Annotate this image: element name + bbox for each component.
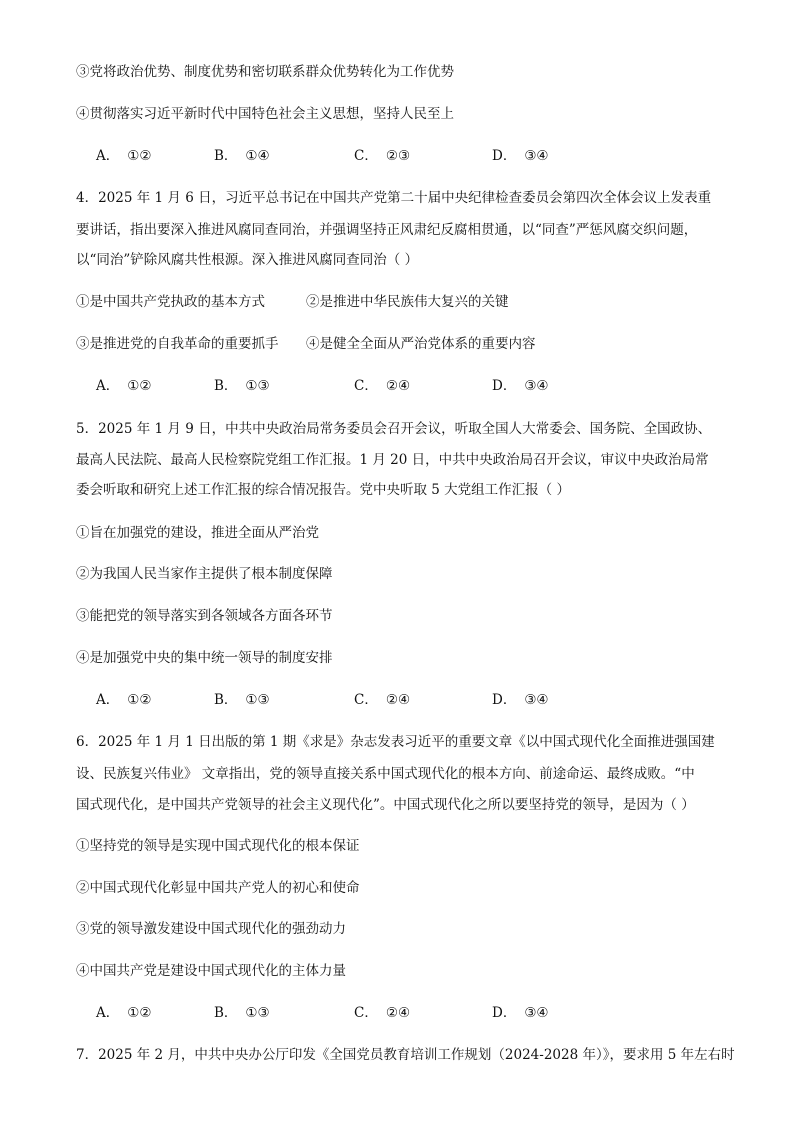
- q4-options: [96, 377, 696, 395]
- q4-statements-row-1: [76, 293, 736, 311]
- q4-option-a: A． ①②: [96, 378, 152, 394]
- q5-statement-2: ②为我国人民当家作主提供了根本制度保障: [76, 566, 333, 582]
- q6-statement-1: ①坚持党的领导是实现中国式现代化的根本保证: [76, 838, 360, 854]
- q3-option-b: B． ①④: [214, 148, 270, 164]
- q6-options: [96, 1004, 696, 1022]
- q5-stem-line-3: 委会听取和研究上述工作汇报的综合情况报告。党中央听取 5 大党组工作汇报（ ）: [76, 482, 570, 498]
- q7-stem-line-1: 7．2025 年 2 月，中共中央办公厅印发《全国党员教育培训工作规划（2024-2028 年）》，要求用 5 年左右时: [76, 1047, 735, 1063]
- q4-option-b: B． ①③: [214, 378, 270, 394]
- q5-stem-line-2: 最高人民法院、最高人民检察院党组工作汇报。1 月 20 日，中共中央政治局召开会议，审议中央政治局常: [76, 452, 709, 468]
- q3-statement-3: ③党将政治优势、制度优势和密切联系群众优势转化为工作优势: [76, 64, 454, 80]
- q6-statement-4: ④中国共产党是建设中国式现代化的主体力量: [76, 963, 346, 979]
- q3-option-d: D． ③④: [492, 148, 549, 164]
- q6-stem-line-2: 设、民族复兴伟业》 文章指出，党的领导直接关系中国式现代化的根本方向、前途命运、最终成败。“中: [76, 766, 695, 782]
- q6-option-a: A． ①②: [96, 1005, 152, 1021]
- q4-option-c: C． ②④: [354, 378, 411, 394]
- q6-option-c: C． ②④: [354, 1005, 411, 1021]
- q5-option-a: A． ①②: [96, 692, 152, 708]
- q4-statement-4: ④是健全全面从严治党体系的重要内容: [306, 336, 536, 352]
- q3-options: [96, 147, 696, 165]
- q5-stem-line-1: 5．2025 年 1 月 9 日，中共中央政治局常务委员会召开会议，听取全国人大常委会、国务院、全国政协、: [76, 421, 712, 437]
- q5-statement-3: ③能把党的领导落实到各领域各方面各环节: [76, 608, 333, 624]
- q4-stem-line-2: 要讲话，指出要深入推进风腐同查同治，并强调坚持正风肃纪反腐相贯通，以“同查”严惩风腐交织问题，: [76, 222, 698, 238]
- q4-statement-3: ③是推进党的自我革命的重要抓手: [76, 336, 279, 352]
- q5-statement-1: ①旨在加强党的建设，推进全面从严治党: [76, 525, 319, 541]
- q3-statement-4: ④贯彻落实习近平新时代中国特色社会主义思想，坚持人民至上: [76, 106, 454, 122]
- q4-option-d: D． ③④: [492, 378, 549, 394]
- q4-statements-row-2: [76, 335, 736, 353]
- q4-statement-1: ①是中国共产党执政的基本方式: [76, 294, 265, 310]
- q5-option-d: D． ③④: [492, 692, 549, 708]
- q6-option-b: B． ①③: [214, 1005, 270, 1021]
- q6-stem-line-1: 6．2025 年 1 月 1 日出版的第 1 期《求是》杂志发表习近平的重要文章《以中国式现代化全面推进强国建: [76, 734, 715, 750]
- q4-stem-line-3: 以“同治”铲除风腐共性根源。深入推进风腐同查同治（ ）: [76, 252, 419, 268]
- q5-option-b: B． ①③: [214, 692, 270, 708]
- q6-statement-3: ③党的领导激发建设中国式现代化的强劲动力: [76, 921, 346, 937]
- q6-stem-line-3: 国式现代化，是中国共产党领导的社会主义现代化”。中国式现代化之所以要坚持党的领导，是因为（ ）: [76, 797, 695, 813]
- q3-option-a: A． ①②: [96, 148, 152, 164]
- q5-option-c: C． ②④: [354, 692, 411, 708]
- q5-statement-4: ④是加强党中央的集中统一领导的制度安排: [76, 650, 333, 666]
- q6-option-d: D． ③④: [492, 1005, 549, 1021]
- q3-option-c: C． ②③: [354, 148, 411, 164]
- q4-statement-2: ②是推进中华民族伟大复兴的关键: [306, 294, 509, 310]
- q5-options: [96, 691, 696, 709]
- q6-statement-2: ②中国式现代化彰显中国共产党人的初心和使命: [76, 880, 360, 896]
- q4-stem-line-1: 4．2025 年 1 月 6 日，习近平总书记在中国共产党第二十届中央纪律检查委员会第四次全体会议上发表重: [76, 190, 712, 206]
